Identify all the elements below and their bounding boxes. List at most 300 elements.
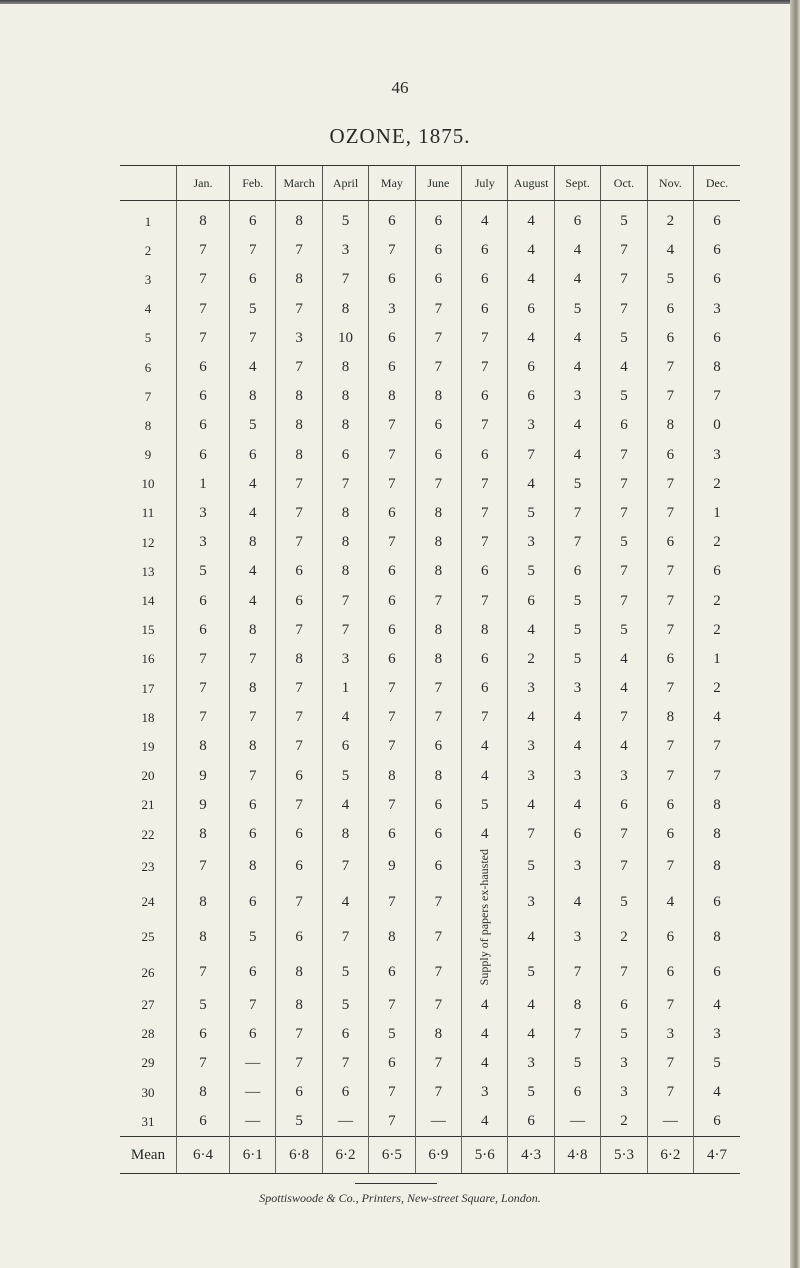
page-edge-shadow	[790, 0, 800, 1268]
ozone-value: 5	[508, 557, 554, 586]
ozone-value: 5	[230, 920, 276, 955]
day-number: 15	[141, 622, 155, 638]
ozone-value: 7	[177, 703, 230, 732]
table-row	[120, 884, 740, 919]
ozone-value: 5	[554, 586, 600, 615]
ozone-value: 7	[177, 324, 230, 353]
ozone-value: 4	[508, 265, 554, 294]
ozone-value: 7	[601, 441, 647, 470]
mean-label: Mean	[120, 1137, 177, 1174]
ozone-value: 5	[276, 1107, 322, 1137]
day-number: 13	[141, 563, 155, 579]
ozone-value: 2	[647, 201, 693, 237]
printer-imprint: Spottiswoode & Co., Printers, New-street Square, London.	[259, 1191, 541, 1205]
ozone-value: 5	[508, 849, 554, 884]
ozone-value: 7	[369, 732, 415, 761]
ozone-value: 6	[369, 265, 415, 294]
ozone-value: 5	[601, 616, 647, 645]
ozone-value: 3	[554, 849, 600, 884]
day-number: 17	[141, 680, 155, 696]
ozone-value: 7	[462, 324, 508, 353]
ozone-value: 4	[230, 470, 276, 499]
header-month: Dec.	[694, 166, 740, 201]
ozone-value: 6	[369, 955, 415, 990]
table-row	[120, 955, 740, 990]
ozone-value: 4	[554, 353, 600, 382]
ozone-value: 7	[601, 820, 647, 849]
ozone-value: 8	[276, 441, 322, 470]
table-row	[120, 557, 740, 586]
table-row	[120, 470, 740, 499]
table-row	[120, 703, 740, 732]
footer-rule	[355, 1183, 437, 1184]
ozone-value: 6	[462, 382, 508, 411]
ozone-value: 5	[322, 955, 368, 990]
table-row	[120, 411, 740, 440]
ozone-value: 7	[462, 499, 508, 528]
ozone-value: 8	[177, 820, 230, 849]
ozone-value: 7	[601, 557, 647, 586]
ozone-value: 7	[369, 441, 415, 470]
ozone-value: 6	[462, 295, 508, 324]
ozone-value: 7	[276, 616, 322, 645]
ozone-value: 7	[415, 674, 461, 703]
ozone-value: 6	[322, 441, 368, 470]
ozone-value: 4	[554, 324, 600, 353]
table-row	[120, 201, 740, 237]
ozone-value: 7	[415, 703, 461, 732]
ozone-value: 6	[647, 820, 693, 849]
ozone-value: 7	[647, 382, 693, 411]
ozone-value: 6	[276, 820, 322, 849]
ozone-value: 2	[694, 616, 740, 645]
table-row	[120, 1078, 740, 1107]
ozone-value: 9	[177, 791, 230, 820]
day-number: 5	[144, 330, 152, 346]
ozone-value: 3	[276, 324, 322, 353]
ozone-value: 8	[322, 295, 368, 324]
ozone-value: 8	[322, 382, 368, 411]
ozone-value: 6	[554, 1078, 600, 1107]
ozone-value: 4	[508, 236, 554, 265]
ozone-value: 8	[415, 762, 461, 791]
ozone-value: 4	[230, 586, 276, 615]
ozone-value: 3	[694, 1020, 740, 1049]
ozone-value: 6	[369, 820, 415, 849]
ozone-value: 5	[230, 411, 276, 440]
ozone-value: —	[230, 1107, 276, 1137]
ozone-value: 4	[508, 703, 554, 732]
day-number: 4	[144, 301, 152, 317]
ozone-value: 5	[554, 616, 600, 645]
ozone-value: 6	[276, 586, 322, 615]
day-number: 19	[141, 738, 155, 754]
ozone-value: 7	[508, 441, 554, 470]
ozone-value: 7	[369, 791, 415, 820]
ozone-value: 2	[508, 645, 554, 674]
ozone-value: 7	[415, 1078, 461, 1107]
ozone-value: 3	[508, 732, 554, 761]
ozone-value: 7	[276, 703, 322, 732]
table-row	[120, 674, 740, 703]
ozone-value: 4	[601, 674, 647, 703]
ozone-value: 3	[647, 1020, 693, 1049]
ozone-value: —	[322, 1107, 368, 1137]
ozone-value: 7	[647, 1049, 693, 1078]
ozone-value: 6	[694, 1107, 740, 1137]
ozone-value: 8	[415, 616, 461, 645]
ozone-value: 4	[462, 762, 508, 791]
ozone-value: 8	[230, 528, 276, 557]
ozone-value: 7	[322, 920, 368, 955]
ozone-value: 6	[694, 236, 740, 265]
ozone-value: 7	[415, 884, 461, 919]
ozone-value: 5	[322, 201, 368, 237]
ozone-value: 3	[508, 1049, 554, 1078]
ozone-value: 5	[177, 990, 230, 1019]
ozone-value: 7	[554, 499, 600, 528]
ozone-value: 7	[415, 990, 461, 1019]
ozone-value: 5	[177, 557, 230, 586]
ozone-value: 7	[462, 586, 508, 615]
page-title: OZONE, 1875.	[329, 124, 471, 148]
table-row	[120, 732, 740, 761]
ozone-value: 8	[694, 820, 740, 849]
ozone-value: 3	[508, 762, 554, 791]
ozone-value: 8	[415, 499, 461, 528]
ozone-value: 5	[462, 791, 508, 820]
header-month: April	[322, 166, 368, 201]
ozone-value: 6	[177, 586, 230, 615]
ozone-value: 5	[601, 884, 647, 919]
ozone-value: 6	[415, 265, 461, 294]
ozone-value: 7	[276, 1049, 322, 1078]
table-row	[120, 849, 740, 884]
ozone-value: 7	[276, 236, 322, 265]
table-body	[120, 201, 740, 1137]
ozone-value: 7	[369, 1107, 415, 1137]
day-number: 22	[141, 826, 155, 842]
ozone-value: 6	[369, 324, 415, 353]
ozone-value: —	[230, 1078, 276, 1107]
table-row	[120, 499, 740, 528]
ozone-value: —	[647, 1107, 693, 1137]
ozone-value: 7	[177, 645, 230, 674]
ozone-value: 6	[647, 324, 693, 353]
ozone-value: 8	[369, 762, 415, 791]
ozone-value: 8	[322, 557, 368, 586]
ozone-value: 4	[508, 990, 554, 1019]
ozone-value: 8	[647, 411, 693, 440]
ozone-value: 5	[508, 499, 554, 528]
ozone-value: 7	[647, 990, 693, 1019]
ozone-value: 6	[230, 820, 276, 849]
ozone-value: 3	[601, 1078, 647, 1107]
ozone-value: 5	[322, 762, 368, 791]
ozone-value: 6	[230, 201, 276, 237]
ozone-value: 1	[177, 470, 230, 499]
ozone-value: 1	[694, 645, 740, 674]
ozone-value: 6	[462, 441, 508, 470]
header-month: July	[462, 166, 508, 201]
ozone-value: 0	[694, 411, 740, 440]
ozone-value: 3	[508, 528, 554, 557]
ozone-value: 3	[462, 1078, 508, 1107]
ozone-value: 5	[694, 1049, 740, 1078]
ozone-value: 8	[322, 528, 368, 557]
ozone-value: 8	[415, 528, 461, 557]
day-number: 1	[144, 213, 152, 229]
ozone-value: 8	[322, 411, 368, 440]
ozone-value: 7	[415, 324, 461, 353]
day-number: 9	[144, 447, 152, 463]
ozone-value: 7	[369, 470, 415, 499]
ozone-value: 7	[554, 955, 600, 990]
ozone-value: 6	[694, 265, 740, 294]
table-row	[120, 920, 740, 955]
ozone-value: 8	[230, 674, 276, 703]
ozone-value: 7	[601, 470, 647, 499]
ozone-value: 6	[508, 1107, 554, 1137]
ozone-value: 6	[177, 441, 230, 470]
ozone-value: 7	[276, 295, 322, 324]
header-month: March	[276, 166, 322, 201]
ozone-value: 2	[694, 586, 740, 615]
ozone-value: 6	[462, 674, 508, 703]
ozone-value: 3	[369, 295, 415, 324]
ozone-value: 6	[369, 586, 415, 615]
ozone-value: 6	[230, 1020, 276, 1049]
ozone-value: 7	[462, 470, 508, 499]
ozone-value: 7	[415, 1049, 461, 1078]
ozone-value: 3	[694, 295, 740, 324]
ozone-value: 6	[177, 353, 230, 382]
header-day	[120, 166, 177, 201]
ozone-value: 5	[601, 528, 647, 557]
ozone-value: 6	[647, 441, 693, 470]
ozone-value: —	[415, 1107, 461, 1137]
ozone-value: 3	[177, 528, 230, 557]
ozone-value: 3	[322, 236, 368, 265]
ozone-value: 4	[554, 411, 600, 440]
ozone-value: 4	[601, 645, 647, 674]
ozone-value: 6	[554, 201, 600, 237]
ozone-value: —	[230, 1049, 276, 1078]
day-number: 26	[141, 964, 155, 980]
ozone-value: 7	[601, 703, 647, 732]
table-row	[120, 791, 740, 820]
ozone-value: 5	[554, 645, 600, 674]
ozone-value: 4	[554, 265, 600, 294]
header-month: Feb.	[230, 166, 276, 201]
ozone-value: 8	[694, 791, 740, 820]
ozone-value: 7	[230, 990, 276, 1019]
ozone-value: 7	[601, 499, 647, 528]
ozone-value: 5	[554, 295, 600, 324]
ozone-value: 8	[276, 645, 322, 674]
ozone-value: 7	[369, 703, 415, 732]
day-number: 30	[141, 1084, 155, 1100]
mean-value: 6·9	[415, 1137, 461, 1174]
table-row	[120, 324, 740, 353]
table-row	[120, 441, 740, 470]
ozone-value: 5	[369, 1020, 415, 1049]
ozone-value: 7	[647, 586, 693, 615]
ozone-value: 6	[177, 1020, 230, 1049]
header-month: Nov.	[647, 166, 693, 201]
ozone-value: 7	[415, 586, 461, 615]
ozone-value: 7	[647, 732, 693, 761]
table-row	[120, 586, 740, 615]
ozone-value: 7	[508, 820, 554, 849]
ozone-value: 3	[554, 762, 600, 791]
ozone-value: 4	[601, 353, 647, 382]
ozone-value: 8	[276, 265, 322, 294]
ozone-value: 7	[415, 353, 461, 382]
table-row	[120, 1049, 740, 1078]
ozone-value: 6	[230, 441, 276, 470]
ozone-value: 1	[694, 499, 740, 528]
ozone-value: 3	[554, 674, 600, 703]
ozone-value: 5	[508, 1078, 554, 1107]
table-header	[120, 166, 740, 201]
table-row	[120, 265, 740, 294]
ozone-value: 8	[415, 1020, 461, 1049]
ozone-value: 6	[601, 990, 647, 1019]
ozone-value: 3	[508, 884, 554, 919]
ozone-value: 6	[508, 353, 554, 382]
ozone-value: 7	[647, 849, 693, 884]
ozone-value: 6	[647, 955, 693, 990]
ozone-value: 8	[554, 990, 600, 1019]
ozone-value: 4	[322, 791, 368, 820]
ozone-value: 8	[230, 616, 276, 645]
ozone-value: 6	[230, 955, 276, 990]
ozone-value: 10	[322, 324, 368, 353]
ozone-value: 7	[177, 295, 230, 324]
ozone-value: 4	[694, 990, 740, 1019]
ozone-value: 6	[369, 353, 415, 382]
ozone-value: 7	[694, 732, 740, 761]
ozone-value: 2	[601, 920, 647, 955]
day-number: 10	[141, 476, 155, 492]
ozone-value: 6	[508, 295, 554, 324]
ozone-value: 5	[322, 990, 368, 1019]
ozone-value: 6	[177, 382, 230, 411]
ozone-value: 6	[230, 791, 276, 820]
ozone-value: 3	[601, 1049, 647, 1078]
ozone-value: 6	[415, 732, 461, 761]
ozone-value: 4	[554, 732, 600, 761]
ozone-value: 2	[601, 1107, 647, 1137]
mean-value: 6·4	[177, 1137, 230, 1174]
mean-value: 4·8	[554, 1137, 600, 1174]
ozone-value: 4	[462, 1107, 508, 1137]
day-number: 23	[141, 858, 155, 874]
ozone-value: 6	[694, 324, 740, 353]
ozone-value: 6	[276, 849, 322, 884]
ozone-value: 3	[554, 920, 600, 955]
ozone-value: 8	[230, 382, 276, 411]
ozone-value: 7	[369, 990, 415, 1019]
ozone-value: 8	[276, 411, 322, 440]
ozone-value: 7	[230, 236, 276, 265]
ozone-value: 7	[177, 955, 230, 990]
ozone-value: 4	[647, 236, 693, 265]
ozone-value: —	[554, 1107, 600, 1137]
ozone-value: 6	[694, 884, 740, 919]
ozone-value: 6	[694, 201, 740, 237]
ozone-value: 6	[322, 1020, 368, 1049]
ozone-value: 5	[601, 1020, 647, 1049]
day-number: 28	[141, 1026, 155, 1042]
ozone-value: 4	[554, 884, 600, 919]
ozone-value: 6	[369, 616, 415, 645]
ozone-value: 7	[276, 732, 322, 761]
ozone-value: 7	[415, 955, 461, 990]
ozone-value: 1	[322, 674, 368, 703]
ozone-value: 4	[230, 353, 276, 382]
day-number: 12	[141, 534, 155, 550]
supply-note: Supply of papers ex-hausted	[477, 849, 492, 986]
ozone-value: 6	[369, 1049, 415, 1078]
mean-value: 4·3	[508, 1137, 554, 1174]
ozone-value: 7	[369, 1078, 415, 1107]
ozone-value: 7	[415, 295, 461, 324]
mean-value: 6·1	[230, 1137, 276, 1174]
header-month: May	[369, 166, 415, 201]
ozone-value: 8	[462, 616, 508, 645]
ozone-value: 7	[177, 849, 230, 884]
day-number: 31	[141, 1113, 155, 1129]
table-row	[120, 528, 740, 557]
ozone-value: 8	[177, 1078, 230, 1107]
ozone-value: 3	[508, 674, 554, 703]
ozone-value: 7	[230, 762, 276, 791]
ozone-value: 6	[177, 411, 230, 440]
ozone-value: 7	[276, 499, 322, 528]
mean-value: 6·8	[276, 1137, 322, 1174]
ozone-value: 7	[694, 762, 740, 791]
ozone-value: 7	[554, 528, 600, 557]
supply-note-cell	[462, 849, 508, 990]
ozone-value: 7	[647, 353, 693, 382]
ozone-value: 8	[694, 920, 740, 955]
ozone-value: 6	[647, 528, 693, 557]
ozone-value: 7	[647, 762, 693, 791]
ozone-value: 7	[276, 884, 322, 919]
header-month: Sept.	[554, 166, 600, 201]
ozone-table	[120, 165, 740, 1174]
ozone-value: 7	[694, 382, 740, 411]
mean-value: 6·2	[322, 1137, 368, 1174]
ozone-value: 8	[230, 732, 276, 761]
ozone-value: 4	[554, 236, 600, 265]
ozone-value: 7	[462, 528, 508, 557]
ozone-value: 7	[369, 884, 415, 919]
ozone-value: 6	[554, 820, 600, 849]
day-number: 24	[141, 894, 155, 910]
ozone-value: 8	[415, 382, 461, 411]
day-number: 20	[141, 768, 155, 784]
ozone-value: 7	[230, 703, 276, 732]
ozone-value: 7	[276, 528, 322, 557]
ozone-value: 7	[322, 470, 368, 499]
ozone-value: 4	[462, 201, 508, 237]
ozone-value: 7	[462, 353, 508, 382]
ozone-value: 8	[177, 732, 230, 761]
table-row	[120, 990, 740, 1019]
